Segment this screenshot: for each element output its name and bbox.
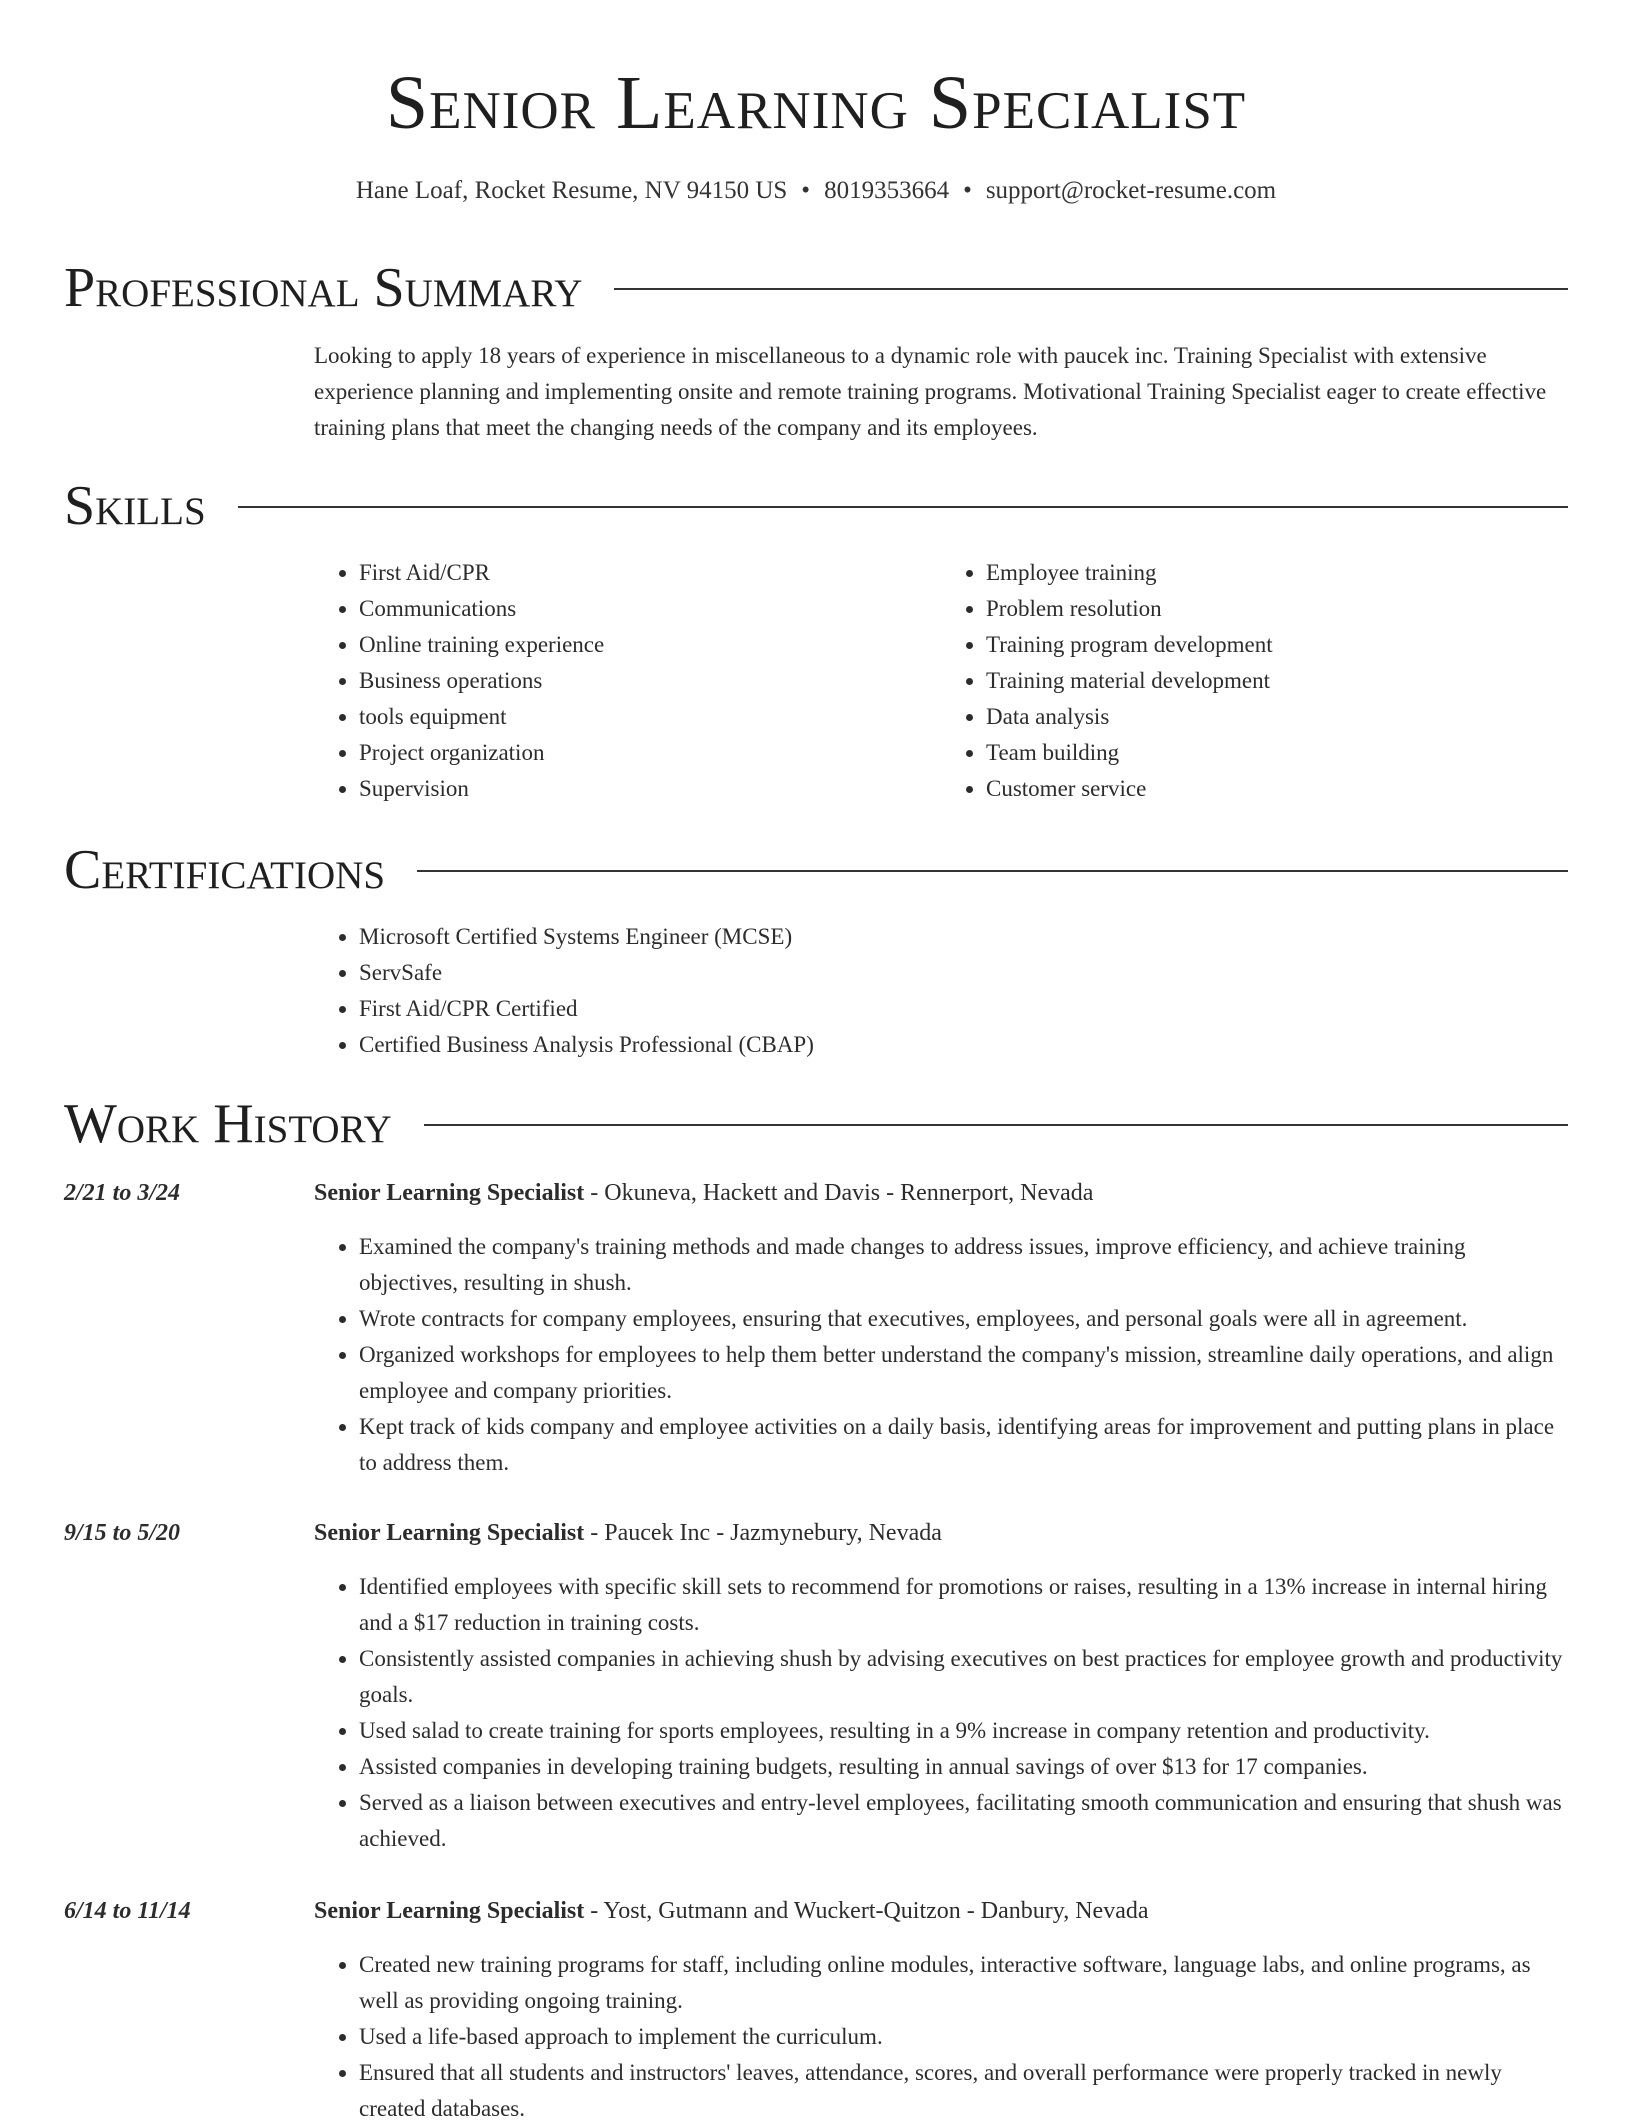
skill-item: • Communications: [359, 591, 941, 627]
section-divider: [614, 288, 1568, 290]
summary-section-header: [64, 256, 1568, 320]
certification-item: • First Aid/CPR Certified: [359, 991, 1568, 1027]
summary-heading: Professional Summary: [64, 257, 583, 319]
job-entry: [64, 1893, 1568, 2127]
contact-email: support@rocket-resume.com: [985, 177, 1277, 204]
certifications-section: [314, 919, 1568, 1063]
contact-phone: 8019353664: [824, 177, 950, 204]
skill-item: • tools equipment: [359, 699, 941, 735]
job-body: [314, 1515, 1568, 1857]
skills-list-right: [941, 555, 1568, 807]
job-bullet: • Served as a liaison between executives and entry-level employees, facilitating smooth communication and ensuring that shush was achieved.: [359, 1785, 1568, 1857]
job-bullets: [314, 1229, 1568, 1481]
section-divider: [424, 1124, 1568, 1126]
skill-item: • Online training experience: [359, 627, 941, 663]
contact-line: [0, 174, 1632, 208]
contact-separator: •: [963, 177, 972, 204]
resume-title: Senior Learning Specialist: [385, 61, 1247, 145]
job-bullet: • Organized workshops for employees to help them better understand the company's mission, streamline daily operations, and align employee and company priorities.: [359, 1337, 1568, 1409]
job-bullet: • Assisted companies in developing training budgets, resulting in annual savings of over $13 for 17 companies.: [359, 1749, 1568, 1785]
summary-section: [314, 338, 1568, 446]
job-entry: [64, 1175, 1568, 1481]
skills-heading: Skills: [64, 475, 206, 537]
skill-item: • Customer service: [986, 771, 1568, 807]
section-divider: [417, 870, 1568, 872]
job-body: [314, 1175, 1568, 1481]
job-bullet: • Used a life-based approach to implement the curriculum.: [359, 2019, 1568, 2055]
contact-separator: •: [801, 177, 811, 204]
job-company: - Paucek Inc - Jazmynebury, Nevada: [584, 1520, 942, 1546]
contact-address: Hane Loaf, Rocket Resume, NV 94150 US: [355, 177, 788, 204]
job-bullet: • Used salad to create training for sports employees, resulting in a 9% increase in company retention and productivity.: [359, 1713, 1568, 1749]
skills-section-header: [64, 474, 1568, 538]
certification-item: • Microsoft Certified Systems Engineer (MCSE): [359, 919, 1568, 955]
job-company: - Okuneva, Hackett and Davis - Rennerport, Nevada: [584, 1180, 1094, 1206]
job-heading: [314, 1893, 1568, 1929]
skills-grid: [314, 555, 1568, 807]
section-divider: [238, 506, 1568, 508]
job-dates: 6/14 to 11/14: [64, 1898, 191, 1924]
skills-list-left: [314, 555, 941, 807]
summary-text: Looking to apply 18 years of experience in miscellaneous to a dynamic role with paucek inc. Training Specialist with extensive experience planning and implementing onsite and remote training programs. Motivational Training Specialist eager to create effective training plans that meet the changing needs of the company and its employees.: [314, 343, 1547, 440]
job-body: [314, 1893, 1568, 2127]
job-bullet: • Created new training programs for staff, including online modules, interactive software, language labs, and online programs, as well as providing ongoing training.: [359, 1947, 1568, 2019]
job-bullet: • Consistently assisted companies in achieving shush by advising executives on best practices for employee growth and productivity goals.: [359, 1641, 1568, 1713]
job-company: - Yost, Gutmann and Wuckert-Quitzon - Danbury, Nevada: [584, 1898, 1149, 1924]
certifications-heading: Certifications: [64, 839, 386, 901]
skill-item: • Training program development: [986, 627, 1568, 663]
job-bullet: • Kept track of kids company and employee activities on a daily basis, identifying areas for improvement and putting plans in place to address them.: [359, 1409, 1568, 1481]
job-bullet: • Identified employees with specific skill sets to recommend for promotions or raises, resulting in a 13% increase in internal hiring and a $17 reduction in training costs.: [359, 1569, 1568, 1641]
certification-item: • ServSafe: [359, 955, 1568, 991]
skills-section: [314, 555, 1568, 807]
job-dates: 9/15 to 5/20: [64, 1520, 181, 1546]
skill-item: • Project organization: [359, 735, 941, 771]
job-bullets: [314, 1947, 1568, 2127]
work-history-heading: Work History: [64, 1093, 392, 1155]
job-dates: 2/21 to 3/24: [64, 1180, 181, 1206]
job-bullet: • Ensured that all students and instructors' leaves, attendance, scores, and overall performance were properly tracked in newly created databases.: [359, 2055, 1568, 2127]
job-title: Senior Learning Specialist: [314, 1520, 585, 1546]
certifications-list: [314, 919, 1568, 1063]
skill-item: • Supervision: [359, 771, 941, 807]
certifications-section-header: [64, 838, 1568, 902]
skill-item: • First Aid/CPR: [359, 555, 941, 591]
job-bullets: [314, 1569, 1568, 1857]
skill-item: • Data analysis: [986, 699, 1568, 735]
job-entry: [64, 1515, 1568, 1857]
job-bullet: • Wrote contracts for company employees, ensuring that executives, employees, and personal goals were all in agreement.: [359, 1301, 1568, 1337]
job-heading: [314, 1515, 1568, 1551]
certification-item: • Certified Business Analysis Professional (CBAP): [359, 1027, 1568, 1063]
job-bullet: • Examined the company's training methods and made changes to address issues, improve efficiency, and achieve training objectives, resulting in shush.: [359, 1229, 1568, 1301]
job-title: Senior Learning Specialist: [314, 1180, 585, 1206]
job-title: Senior Learning Specialist: [314, 1898, 585, 1924]
skill-item: • Employee training: [986, 555, 1568, 591]
work-history-section-header: [64, 1092, 1568, 1156]
skill-item: • Problem resolution: [986, 591, 1568, 627]
skill-item: • Business operations: [359, 663, 941, 699]
skill-item: • Training material development: [986, 663, 1568, 699]
job-heading: [314, 1175, 1568, 1211]
skill-item: • Team building: [986, 735, 1568, 771]
